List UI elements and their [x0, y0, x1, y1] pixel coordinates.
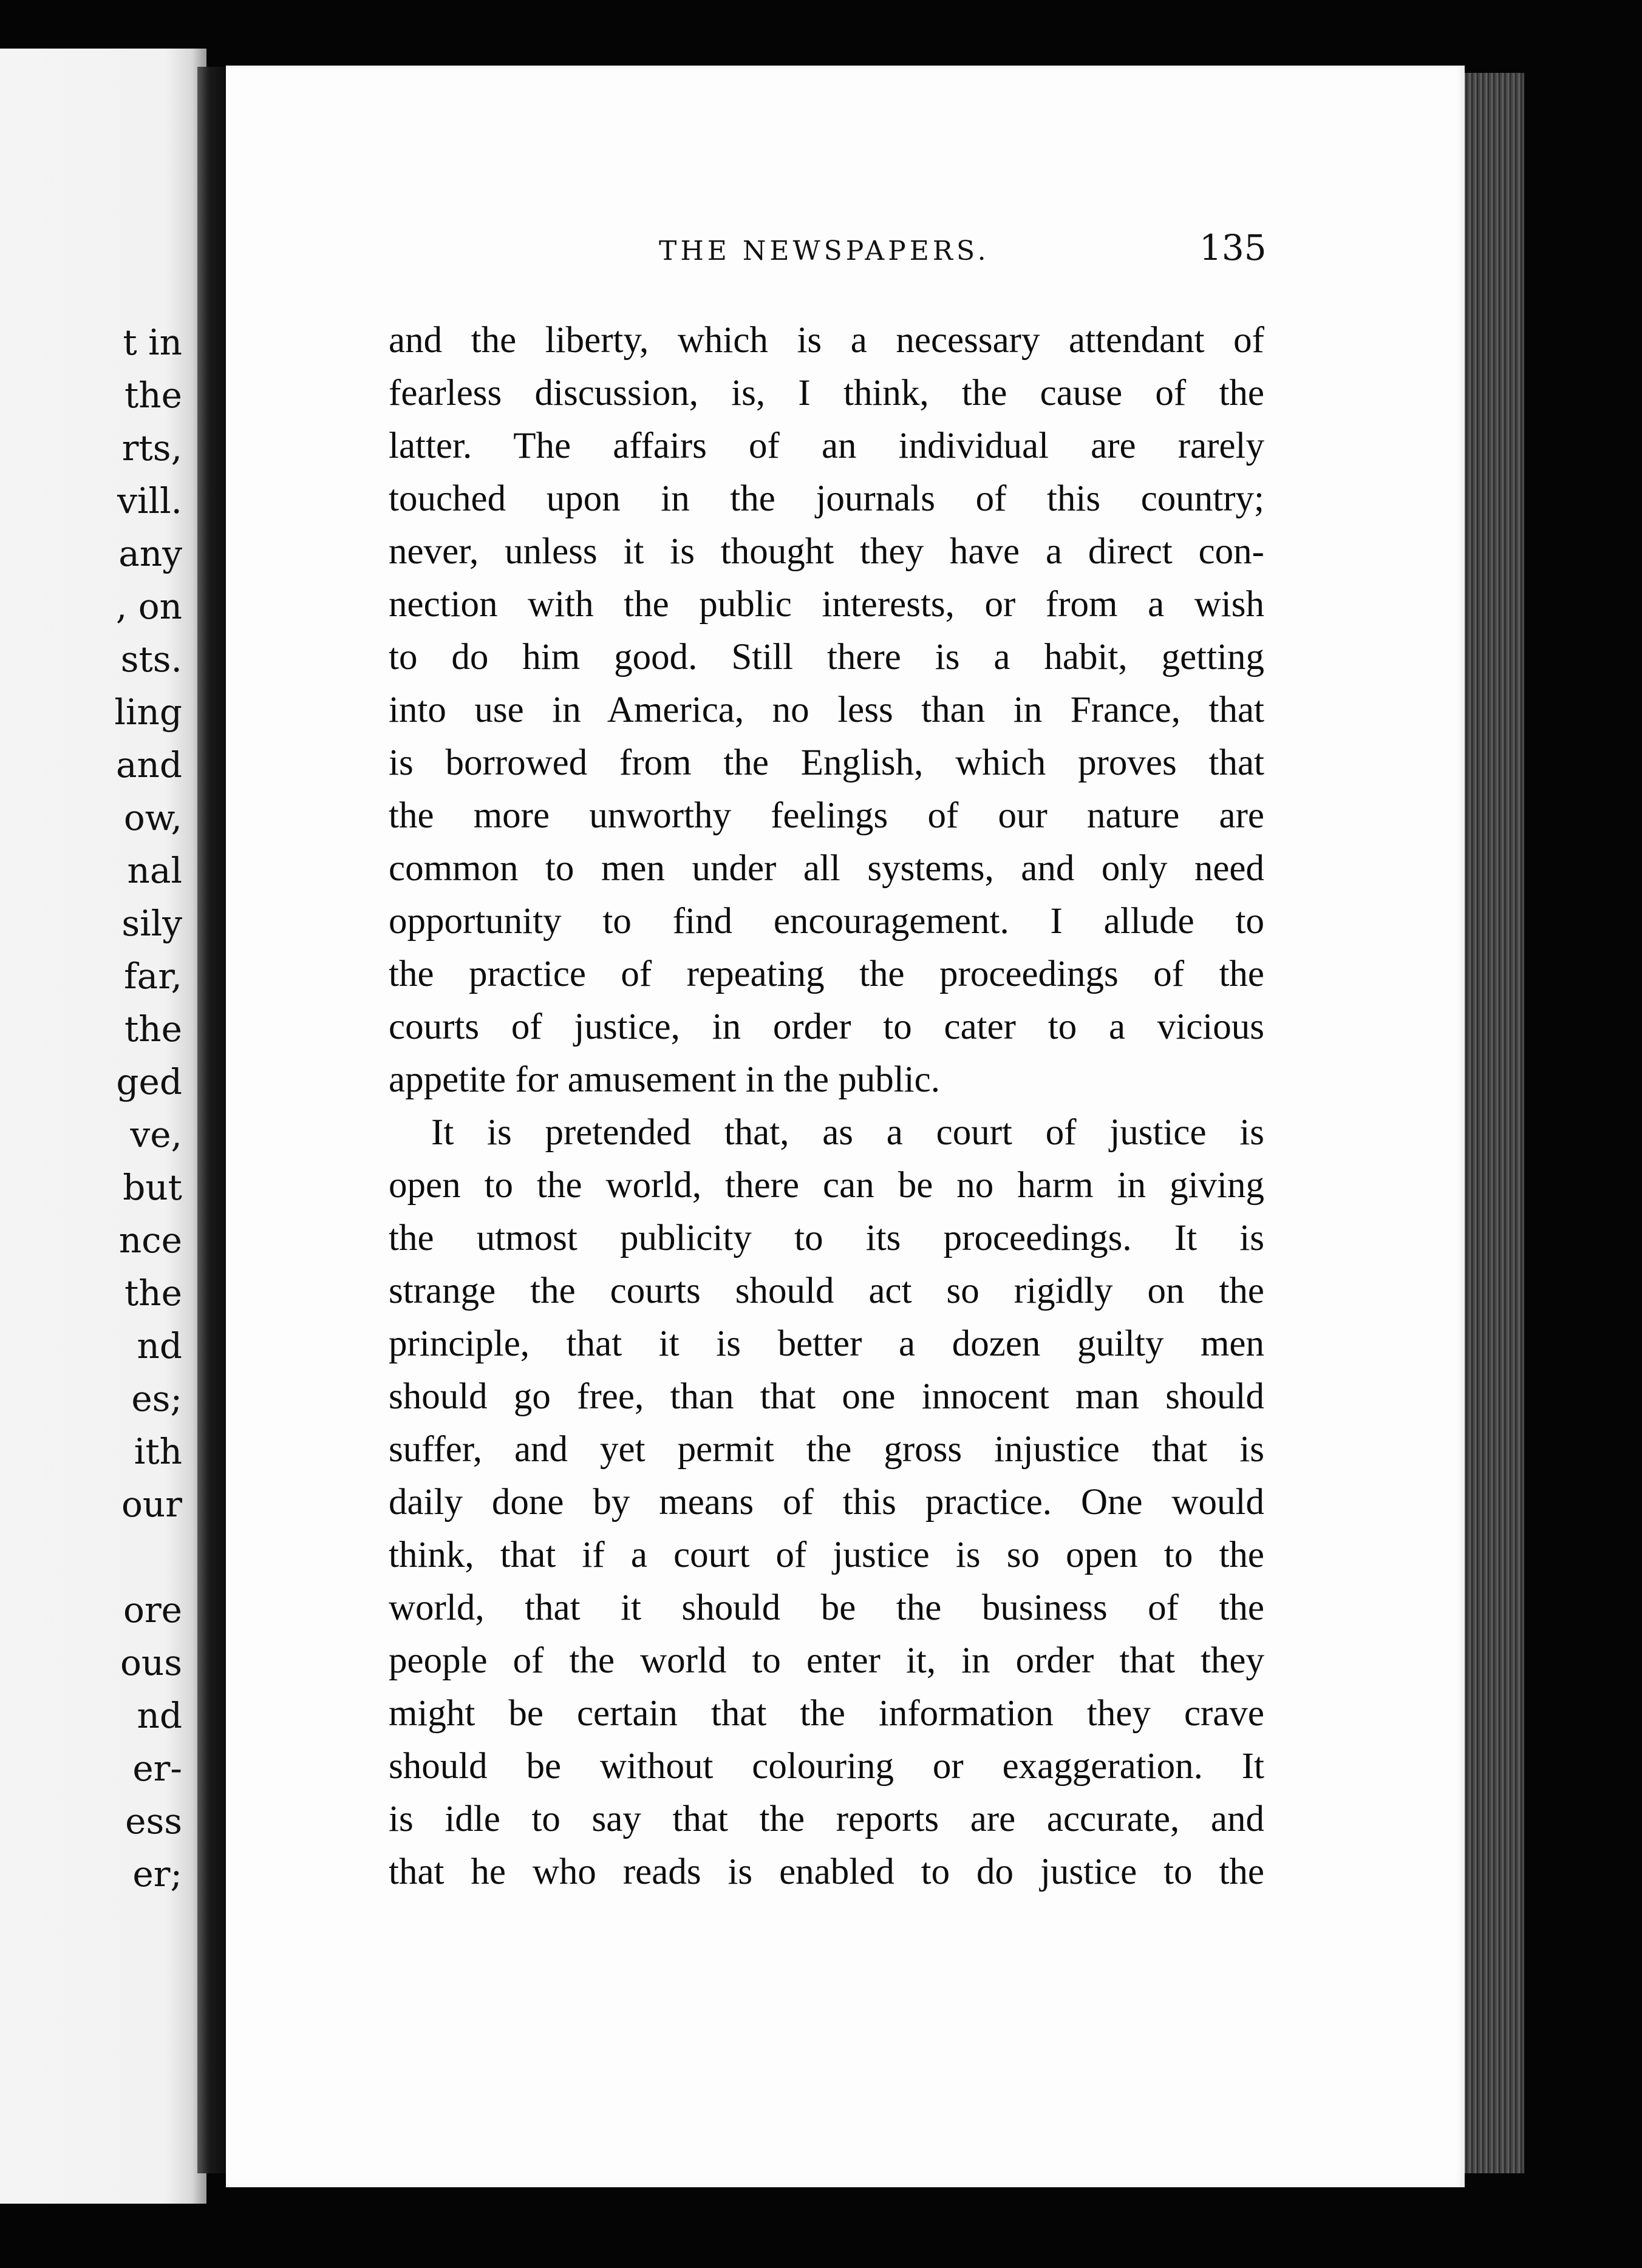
- body-line: into use in America, no less than in France, that: [389, 690, 1264, 730]
- left-line-fragment: vill.: [117, 480, 182, 521]
- body-line: daily done by means of this practice. One would: [389, 1482, 1264, 1523]
- body-line: fearless discussion, is, I think, the cause of the: [389, 373, 1264, 413]
- body-line: is idle to say that the reports are accurate, and: [389, 1799, 1264, 1839]
- body-line: principle, that it is better a dozen guilty men: [389, 1323, 1264, 1364]
- body-line: It is pretended that, as a court of justice is: [431, 1112, 1264, 1153]
- body-line: open to the world, there can be no harm in giving: [389, 1165, 1264, 1206]
- body-line: opportunity to find encouragement. I allude to: [389, 901, 1264, 942]
- left-line-fragment: our: [121, 1484, 182, 1525]
- left-line-fragment: , on: [115, 586, 182, 627]
- left-facing-page: [0, 49, 206, 2204]
- body-line: should go free, than that one innocent man should: [389, 1376, 1264, 1417]
- body-line: might be certain that the information they crave: [389, 1693, 1264, 1734]
- left-line-fragment: nal: [127, 850, 182, 891]
- body-line: the practice of repeating the proceedings of the: [389, 954, 1264, 994]
- body-line: latter. The affairs of an individual are rarely: [389, 426, 1264, 466]
- body-line: never, unless it is thought they have a direct con-: [389, 531, 1264, 572]
- left-line-fragment: sily: [121, 903, 182, 944]
- left-line-fragment: sts.: [120, 639, 182, 680]
- body-line: suffer, and yet permit the gross injustice that is: [389, 1429, 1264, 1470]
- left-line-fragment: er-: [132, 1748, 182, 1789]
- left-line-fragment: the: [124, 1272, 182, 1314]
- body-line: and the liberty, which is a necessary attendant of: [389, 320, 1264, 361]
- body-line: should be without colouring or exaggeration. It: [389, 1746, 1264, 1787]
- page-number: 135: [1199, 227, 1267, 268]
- body-line: strange the courts should act so rigidly on the: [389, 1271, 1264, 1311]
- body-line: world, that it should be the business of the: [389, 1587, 1264, 1628]
- running-head: THE NEWSPAPERS.: [659, 236, 990, 267]
- left-line-fragment: ore: [123, 1589, 182, 1631]
- left-line-fragment: but: [123, 1167, 182, 1208]
- body-line: nection with the public interests, or from a wish: [389, 584, 1264, 625]
- left-line-fragment: the: [124, 375, 182, 416]
- body-line: the utmost publicity to its proceedings. It is: [389, 1218, 1264, 1258]
- left-line-fragment: far,: [124, 956, 182, 997]
- body-line: appetite for amusement in the public.: [389, 1059, 940, 1100]
- left-line-fragment: es;: [131, 1378, 182, 1419]
- left-line-fragment: er;: [132, 1853, 182, 1895]
- left-line-fragment: nce: [118, 1220, 182, 1261]
- left-line-fragment: ous: [120, 1642, 182, 1683]
- book-gutter: [197, 67, 228, 2173]
- body-line: to do him good. Still there is a habit, getting: [389, 637, 1264, 677]
- body-line: touched upon in the journals of this country;: [389, 478, 1264, 519]
- left-line-fragment: any: [118, 533, 182, 574]
- left-line-fragment: t in: [123, 322, 182, 363]
- left-line-fragment: ve,: [130, 1114, 182, 1155]
- body-line: people of the world to enter it, in order that they: [389, 1640, 1264, 1681]
- left-line-fragment: rts,: [121, 427, 182, 469]
- body-line: common to men under all systems, and only need: [389, 848, 1264, 889]
- left-line-fragment: ow,: [123, 797, 182, 838]
- left-line-fragment: nd: [137, 1695, 182, 1736]
- left-line-fragment: and: [115, 744, 182, 786]
- left-line-fragment: ling: [114, 691, 182, 733]
- left-line-fragment: the: [124, 1008, 182, 1050]
- left-line-fragment: nd: [137, 1325, 182, 1367]
- body-line: that he who reads is enabled to do justice to the: [389, 1852, 1264, 1892]
- body-line: think, that if a court of justice is so open to the: [389, 1535, 1264, 1575]
- body-line: courts of justice, in order to cater to a vicious: [389, 1007, 1264, 1047]
- left-line-fragment: ith: [134, 1431, 182, 1472]
- body-line: is borrowed from the English, which proves that: [389, 742, 1264, 783]
- page-edges: [1457, 73, 1524, 2173]
- left-line-fragment: ess: [125, 1801, 182, 1842]
- left-line-fragment: ged: [116, 1061, 182, 1102]
- body-line: the more unworthy feelings of our nature are: [389, 795, 1264, 836]
